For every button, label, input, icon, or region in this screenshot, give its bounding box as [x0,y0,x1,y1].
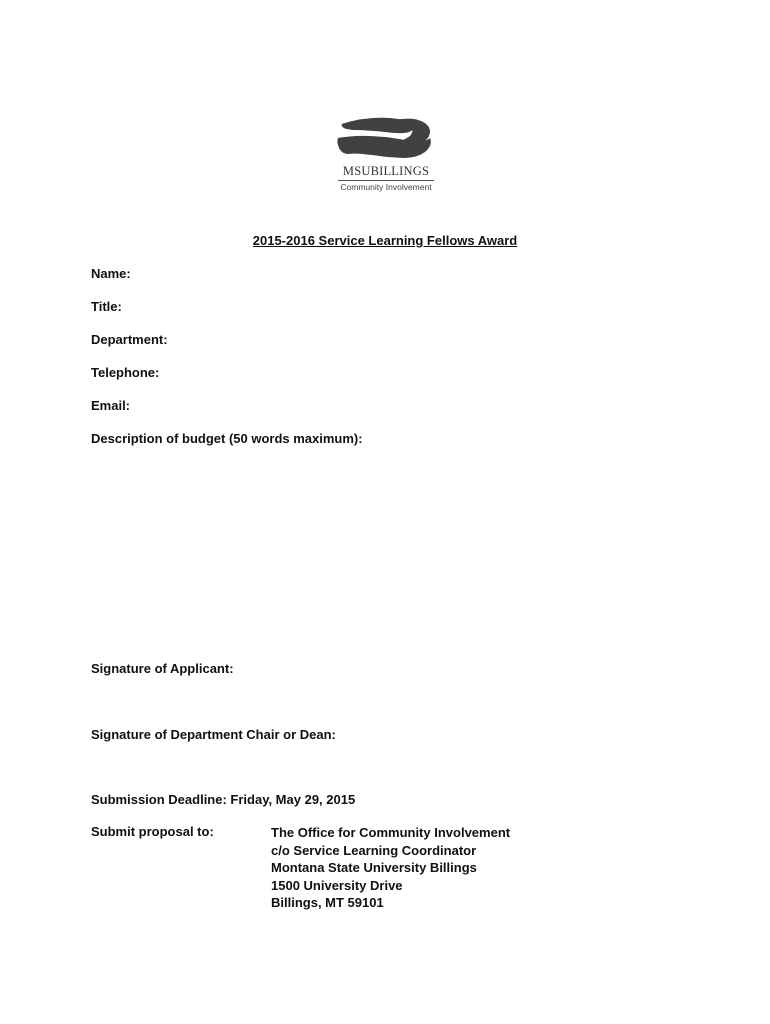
logo-name: MSUBILLINGS [342,164,430,178]
address-line: 1500 University Drive [271,877,403,893]
name-label: Name: [91,266,131,281]
logo-divider [338,180,434,181]
mailing-address [271,824,510,912]
address-line: The Office for Community Involvement [271,825,511,840]
chair-signature-label: Signature of Department Chair or Dean: [91,727,336,742]
applicant-signature-label: Signature of Applicant: [91,661,234,676]
budget-description-label: Description of budget (50 words maximum): [91,431,363,446]
address-line: c/o Service Learning Coordinator [271,842,477,858]
address-line: Montana State University Billings [271,860,477,875]
submission-deadline: Submission Deadline: Friday, May 29, 2015 [91,792,356,807]
logo-subtitle: Community Involvement [340,182,432,192]
title-label: Title: [91,299,122,314]
address-line: Billings, MT 59101 [271,895,384,910]
swoosh-logo-icon [334,114,438,166]
msub-logo [334,114,438,196]
email-label: Email: [91,398,131,413]
department-label: Department: [91,332,168,347]
page-title: 2015-2016 Service Learning Fellows Award [252,233,518,248]
telephone-label: Telephone: [91,365,160,380]
submit-proposal-label: Submit proposal to: [91,824,214,839]
